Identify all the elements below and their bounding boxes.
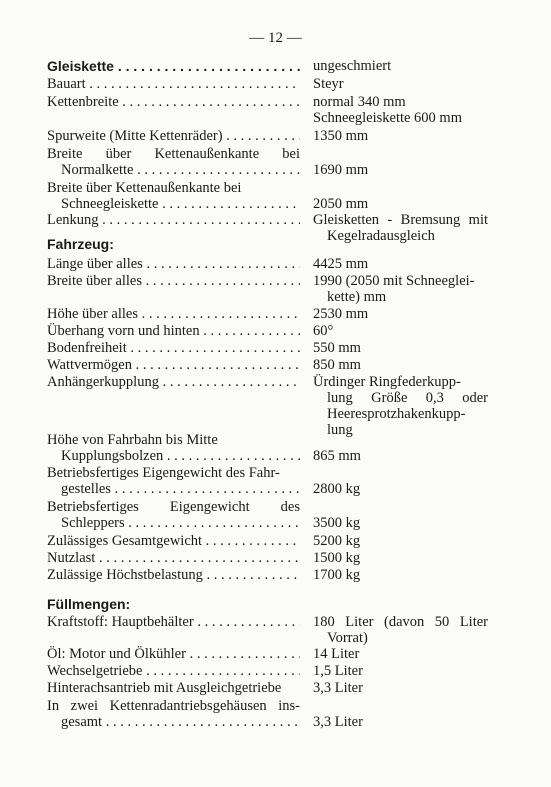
- spec-value-line: Ürdinger Ringfederkupp-: [313, 374, 461, 390]
- spec-label-line: Schleppers . . .: [47, 515, 300, 531]
- spec-value-line: Schneegleiskette 600 mm: [313, 110, 462, 126]
- spec-value: 1350 mm: [313, 128, 369, 144]
- spec-label: Nutzlast . . .: [47, 550, 300, 566]
- spec-label: Kraftstoff: Hauptbehälter . . .: [47, 614, 300, 630]
- spec-value-line: Kegelradausgleich: [327, 228, 435, 244]
- spec-value: 1700 kg: [313, 567, 361, 583]
- spec-label-line: Schneegleiskette . . .: [47, 196, 300, 212]
- spec-value: ungeschmiert: [313, 58, 392, 74]
- spec-label-line: gestelles . . .: [47, 481, 300, 497]
- spec-value: 2800 kg: [313, 481, 361, 497]
- spec-label: Überhang vorn und hinten . . .: [47, 323, 300, 339]
- spec-label: Anhängerkupplung . . .: [47, 374, 300, 390]
- spec-value: 850 mm: [313, 357, 361, 373]
- spec-value: 2050 mm: [313, 196, 369, 212]
- spec-label-line: Betriebsfertiges Eigengewicht des: [47, 499, 300, 515]
- spec-label: Breite über alles . . .: [47, 273, 300, 289]
- spec-value: 1500 kg: [313, 550, 361, 566]
- spec-value: 550 mm: [313, 340, 361, 356]
- spec-value: 1690 mm: [313, 162, 369, 178]
- spec-label: [47, 180, 300, 212]
- spec-label: Länge über alles . . .: [47, 256, 300, 272]
- spec-label: Zulässige Höchstbelastung . . .: [47, 567, 300, 583]
- spec-value-line: kette) mm: [327, 289, 387, 305]
- spec-label-line: gesamt . . .: [47, 714, 300, 730]
- spec-label-line: Breite über Kettenaußenkante bei: [47, 146, 300, 162]
- spec-label: [47, 465, 300, 497]
- spec-value-line: Heeresprotzhakenkupp-: [327, 406, 466, 422]
- spec-label: Öl: Motor und Ölkühler . . .: [47, 646, 300, 662]
- spec-value: [313, 94, 488, 126]
- spec-label-line: Normalkette . . .: [47, 162, 300, 178]
- spec-value: 865 mm: [313, 448, 361, 464]
- spec-label: Wattvermögen . . .: [47, 357, 300, 373]
- spec-value-line: normal 340 mm: [313, 94, 406, 110]
- spec-value: 3,3 Liter: [313, 680, 363, 696]
- spec-label: [47, 499, 300, 531]
- spec-label: Bodenfreiheit . . .: [47, 340, 300, 356]
- spec-value: [313, 614, 488, 646]
- spec-value-line: 1990 (2050 mit Schneeglei-: [313, 273, 475, 289]
- spec-label: [47, 146, 300, 178]
- spec-value-line: lung Größe 0,3 oder: [327, 390, 488, 406]
- spec-label: Gleiskette . . .: [47, 58, 300, 74]
- spec-value: 3500 kg: [313, 515, 361, 531]
- section-heading: Füllmengen:: [47, 596, 131, 612]
- spec-value: Steyr: [313, 76, 344, 92]
- spec-label: Zulässiges Gesamtgewicht . . .: [47, 533, 300, 549]
- spec-label-line: Betriebsfertiges Eigengewicht des Fahr-: [47, 465, 280, 481]
- spec-value-line: 180 Liter (davon 50 Liter: [313, 614, 488, 630]
- spec-label: Hinterachsantrieb mit Ausgleichgetriebe: [47, 680, 282, 696]
- spec-value-line: Vorrat): [327, 630, 368, 646]
- spec-label-line: In zwei Kettenradantriebsgehäusen ins-: [47, 698, 300, 714]
- spec-value: 3,3 Liter: [313, 714, 363, 730]
- spec-value-line: Gleisketten - Bremsung mit: [313, 212, 488, 228]
- spec-label-line: Höhe von Fahrbahn bis Mitte: [47, 432, 218, 448]
- spec-label: Spurweite (Mitte Kettenräder) . . .: [47, 128, 300, 144]
- spec-label: [47, 698, 300, 730]
- spec-label: Höhe über alles . . .: [47, 306, 300, 322]
- spec-value: 60°: [313, 323, 334, 339]
- spec-label: Lenkung . . .: [47, 212, 300, 228]
- page-number: — 12 —: [249, 30, 302, 46]
- spec-value-line: lung: [327, 422, 353, 438]
- spec-value: 14 Liter: [313, 646, 360, 662]
- spec-label: Wechselgetriebe . . .: [47, 663, 300, 679]
- spec-label: Kettenbreite . . .: [47, 94, 300, 110]
- spec-label: Bauart . . .: [47, 76, 300, 92]
- spec-value: 2530 mm: [313, 306, 369, 322]
- spec-label-line: Kupplungsbolzen . . .: [47, 448, 300, 464]
- spec-label-line: Breite über Kettenaußenkante bei: [47, 180, 242, 196]
- section-heading: Fahrzeug:: [47, 236, 114, 252]
- spec-value: [313, 273, 488, 305]
- spec-value: [313, 374, 488, 438]
- spec-value: 1,5 Liter: [313, 663, 363, 679]
- spec-label: [47, 432, 300, 464]
- spec-value: [313, 212, 488, 244]
- spec-value: 5200 kg: [313, 533, 361, 549]
- spec-value: 4425 mm: [313, 256, 369, 272]
